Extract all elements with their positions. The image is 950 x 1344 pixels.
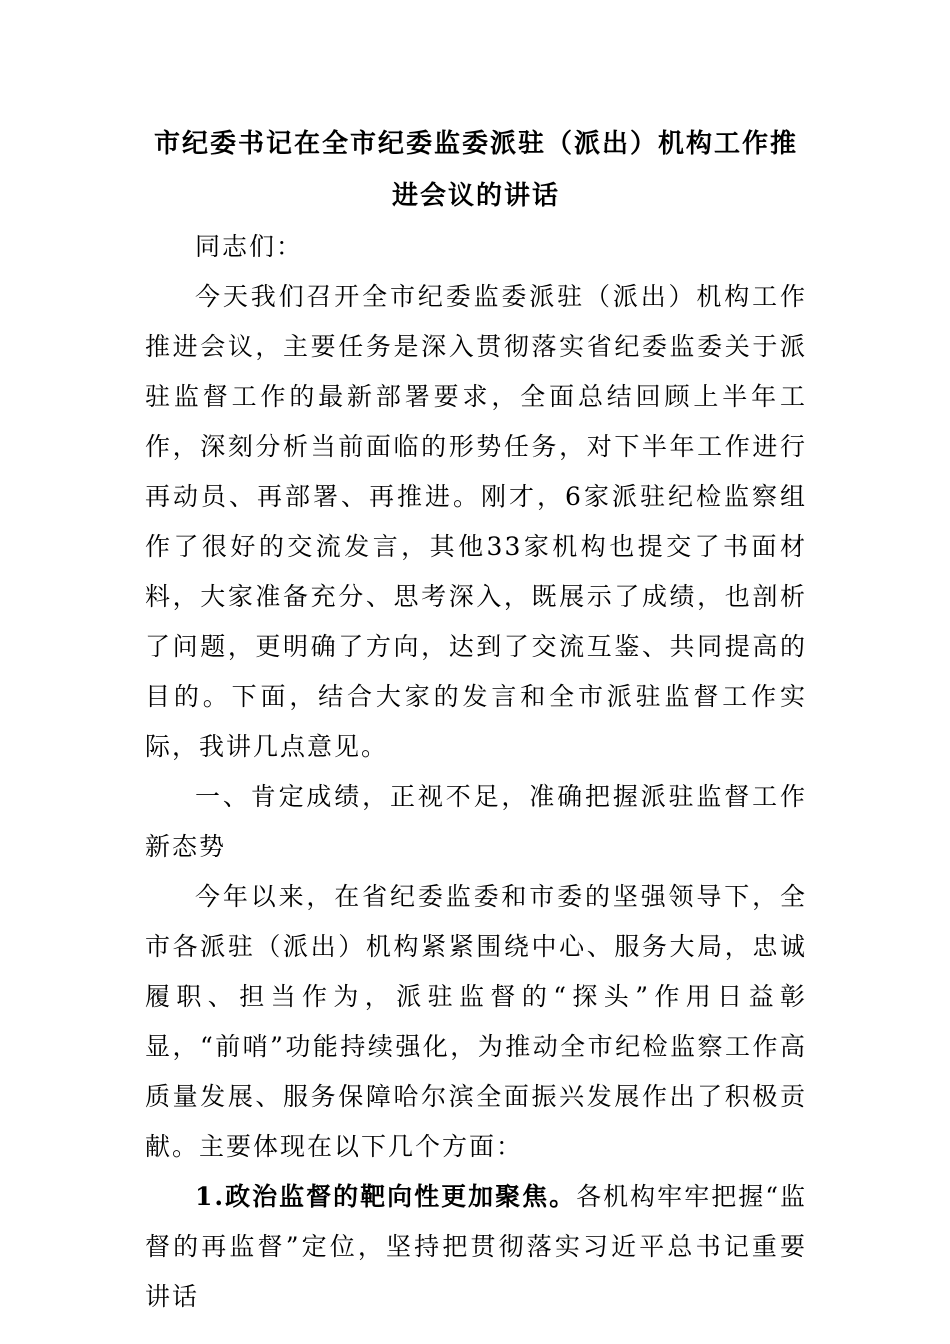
point-1-text: 各机构牢牢把握“监督的再监督”定位，坚持把贯彻落实习近平总书记重要讲话 [145,1182,807,1311]
paragraph-point-1 [145,1172,807,1322]
document-page [145,118,807,1322]
document-title: 市纪委书记在全市纪委监委派驻（派出）机构工作推进会议的讲话 [153,129,798,211]
section-heading-1: 一、肯定成绩，正视不足，准确把握派驻监督工作新态势 [145,782,807,861]
paragraph-intro: 今天我们召开全市纪委监委派驻（派出）机构工作推进会议，主要任务是深入贯彻落实省纪委监委关于派驻监督工作的最新部署要求，全面总结回顾上半年工作，深刻分析当前面临的形势任务，对下半年工作进行再动员、再部署、再推进。刚才，6家派驻纪检监察组作了很好的交流发言，其他33家机构也提交了书面材料，大家准备充分、思考深入，既展示了成绩，也剖析了问题，更明确了方向，达到了交流互鉴、共同提高的目的。下面，结合大家的发言和全市派驻监督工作实际，我讲几点意见。 [145,282,807,761]
paragraph-achievements: 今年以来，在省纪委监委和市委的坚强领导下，全市各派驻（派出）机构紧紧围绕中心、服务大局，忠诚履职、担当作为，派驻监督的“探头”作用日益彰显，“前哨”功能持续强化，为推动全市纪检监察工作高质量发展、服务保障哈尔滨全面振兴发展作出了积极贡献。主要体现在以下几个方面： [145,882,807,1161]
point-1-heading: 1.政治监督的靶向性更加聚焦。 [195,1182,577,1211]
salutation: 同志们： [195,232,304,261]
